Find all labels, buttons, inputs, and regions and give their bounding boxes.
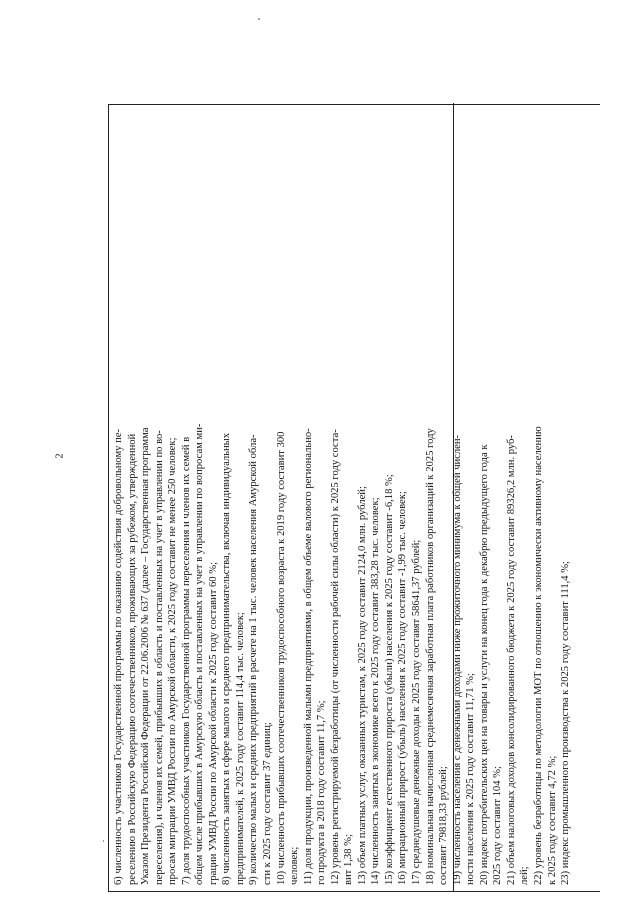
indicator-line: 17) среднедушевые денежные доходы к 2025 году составят 58641,37 рублей; <box>411 539 423 885</box>
indicator-line: 12) уровень регистрируемой безработицы (от численности рабочей силы области) к 2025 году соста- <box>329 429 341 885</box>
indicator-line: 23) индекс промышленного производства к 2025 году составит 111,4 %; <box>560 561 572 885</box>
indicator-line: ности населения к 2025 году составит 11,71 %; <box>465 673 477 885</box>
indicator-line: 8) численность занятых в сфере малого и среднего предпринимательства, включая индивидуальных <box>221 432 233 885</box>
indicators-table <box>108 104 600 892</box>
indicator-line: общем числе прибывших в Амурскую область и поставленных на учет в управлении по вопросам ми- <box>194 423 206 885</box>
indicator-line: 20) индекс потребительских цен на товары и услуги на конец года к декабрю предыдущего года к <box>478 444 490 885</box>
empty-table-cell <box>454 103 601 891</box>
indicator-line: 6) численность участников Государственной программы по оказанию содействия добровольному пе- <box>113 428 124 885</box>
indicator-line: 18) номинальная начисленная среднемесячная заработная плата работников организаций к 2025 году <box>424 428 436 885</box>
indicator-line: 16) миграционный прирост (убыль) населения к 2025 году составит -1,99 тыс. человек; <box>397 491 409 885</box>
indicator-line: 2025 году составит 104 %; <box>492 766 504 885</box>
indicator-line: 10) численность прибывших соотечественников трудоспособного возраста к 2019 году составит 300 <box>275 431 287 885</box>
indicator-line: к 2025 году составит 4,72 %; <box>546 755 558 885</box>
indicators-text-cell <box>109 103 572 891</box>
indicator-line: человек; <box>289 846 301 885</box>
indicator-line: 9) количество малых и средних предприятий в расчете на 1 тыс. человек населения Амурской обла- <box>248 434 260 885</box>
indicator-line: го продукта в 2018 году составит 11,7 %; <box>316 700 328 885</box>
page-number: 2 <box>54 453 66 459</box>
indicator-line: 21) объем налоговых доходов консолидированного бюджета к 2025 году составит 89326,2 млн. руб- <box>505 435 517 885</box>
scan-dot <box>103 840 104 842</box>
indicator-line: лей; <box>519 866 531 885</box>
indicator-line: просам миграции УМВД России по Амурской области, к 2025 году составит не менее 250 человек; <box>167 437 179 885</box>
indicator-line: грации УМВД России по Амурской области к 2025 году составит 60 %; <box>207 561 219 885</box>
indicator-line: 19) численность населения с денежными доходами ниже прожиточного минимума к общей числен- <box>451 434 463 885</box>
indicator-line: составит 79818,33 рублей; <box>438 766 450 885</box>
indicator-line: 11) доля продукции, произведенной малыми предприятиями, в общем объеме валового регионально- <box>302 428 314 885</box>
indicator-line: Указом Президента Российской Федерации от 22.06.2006 № 637 (далее – Государственная программа <box>140 427 152 885</box>
indicator-line: 15) коэффициент естественного прироста (убыли) населения к 2025 году составит -6,18 %; <box>383 474 395 885</box>
indicator-line: 22) уровень безработицы по методологии МОТ по отношению к экономически активному населению <box>532 426 544 885</box>
indicator-line: вит 1,38 %; <box>343 834 355 885</box>
scan-dot <box>258 18 260 20</box>
indicator-line: переселения), и членов их семей, прибывших в область и поставленных на учет в управлении по во- <box>153 430 165 885</box>
indicator-line: сти к 2025 году составит 37 единиц; <box>262 722 274 885</box>
indicator-line: реселению в Российскую Федерацию соотечественников, проживающих за рубежом, утвержденной <box>126 433 138 885</box>
indicator-line: предпринимателей, к 2025 году составит 114,4 тыс. человек; <box>234 612 246 885</box>
indicator-line: 7) доля трудоспособных участников Государственной программы переселения и членов их семей в <box>180 436 192 885</box>
indicator-line: 14) численность занятых в экономике всего к 2025 году составит 383,28 тыс. человек; <box>370 497 382 885</box>
indicator-line: 13) объем платных услуг, оказанных туристам, к 2025 году составит 2124,0 млн. рублей; <box>356 486 368 885</box>
